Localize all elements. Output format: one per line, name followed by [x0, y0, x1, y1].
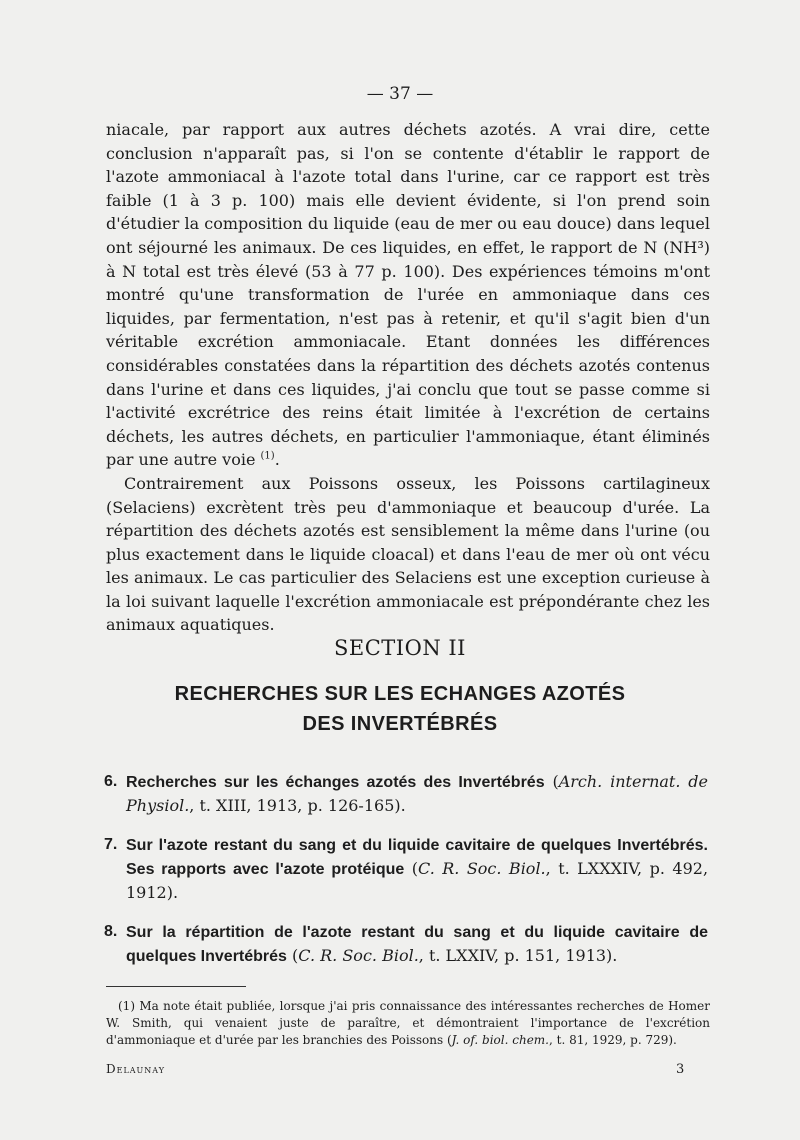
section-heading-line-1: RECHERCHES SUR LES ECHANGES AZOTÉS — [174, 683, 626, 705]
footnote-divider — [106, 986, 246, 987]
reference-journal: Arch. internat. de Physiol. — [126, 772, 709, 815]
footer-author: Delaunay — [106, 1062, 166, 1076]
reference-item: 8. Sur la répartition de l'azote restant du sang et du liquide cavitaire de quelques Invertébrés (C. R. Soc. Biol., t. LXXIV, p. 151, 1913). — [104, 923, 708, 965]
reference-title: Sur la répartition de l'azote restant du sang et du liquide cavitaire de quelques Invertébrés — [126, 924, 708, 965]
reference-list — [104, 770, 708, 984]
footnote-mark: (1) — [260, 450, 275, 462]
paragraph: niacale, par rapport aux autres déchets azotés. A vrai dire, cette conclusion n'apparaît pas, si l'on se contente d'établir le rapport de l'azote ammoniacal à l'azote total dans l'urine, car ce rapport est très faible (1 à 3 p. 100) mais elle devient évidente, si l'on prend soin d'étudier la composition du liquide (eau de mer ou eau douce) dans lequel ont séjourné les animaux. De ces liquides, en effet, le rapport de N (NH³) à N total est très élevé (53 à 77 p. 100). Des expériences témoins m'ont montré qu'une transformation de l'urée en ammoniaque dans ces liquides, par fermentation, n'est pas à retenir, et qu'il s'agit bien d'un véritable excrétion ammoniacale. Etant données les différences considérables constatées dans la répartition des déchets azotés contenus dans l'urine et dans ces liquides, j'ai conclu que tout se passe comme si l'activité excrétrice des reins était limitée à l'excrétion de certains déchets, les autres déchets, en particulier l'ammoniaque, étant éliminés par une autre voie $^{(1)}$. — [106, 120, 710, 470]
section-title: SECTION II — [334, 636, 466, 660]
page-number: — 37 — — [366, 84, 434, 104]
reference-journal: C. R. Soc. Biol. — [418, 859, 546, 878]
footer-signature: 3 — [676, 1062, 685, 1077]
reference-item: 7. Sur l'azote restant du sang et du liquide cavitaire de quelques Invertébrés. Ses rapports avec l'azote protéique (C. R. Soc. Biol., t. LXXXIV, p. 492, 1912). — [104, 836, 709, 902]
reference-title: Recherches sur les échanges azotés des Invertébrés — [126, 774, 545, 791]
paragraph: Contrairement aux Poissons osseux, les Poissons cartilagineux (Selaciens) excrètent très peu d'ammoniaque et beaucoup d'urée. La répartition des déchets azotés est sensiblement la même dans l'urine (ou plus exactement dans le liquide cloacal) et dans l'eau de mer où ont vécu les animaux. Le cas particulier des Selaciens est une exception curieuse à la loi suivant laquelle l'excrétion ammoniacale est prépondérante chez les animaux aquatiques. — [106, 473, 710, 635]
footnote: (1) Ma note était publiée, lorsque j'ai pris connaissance des intéressantes recherches de Homer W. Smith, qui venaient juste de paraître, et démontraient l'importance de l'excrétion d'ammoniaque et d'urée par les branchies des Poissons (J. of. biol. chem., t. 81, 1929, p. 729). — [106, 999, 710, 1047]
section-heading-line-2: DES INVERTÉBRÉS — [302, 713, 498, 735]
reference-item: 6. Recherches sur les échanges azotés des Invertébrés (Arch. internat. de Physiol., t. XIII, 1913, p. 126-165). — [104, 772, 709, 815]
reference-title: Sur l'azote restant du sang et du liquide cavitaire de quelques Invertébrés. Ses rapports avec l'azote protéique — [126, 837, 708, 878]
reference-journal: C. R. Soc. Biol. — [298, 946, 419, 965]
body-text — [106, 118, 710, 637]
